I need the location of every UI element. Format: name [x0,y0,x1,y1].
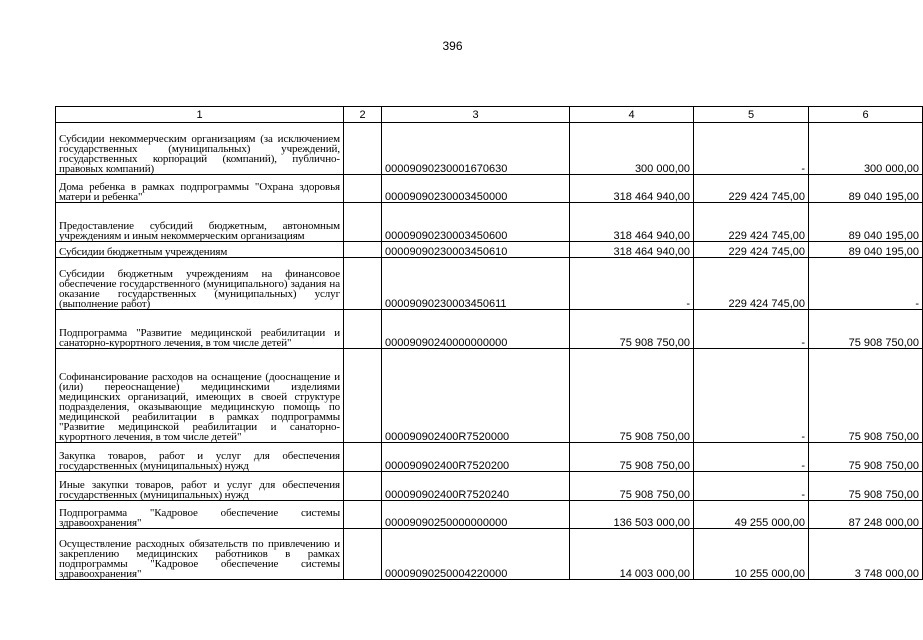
row-name: Подпрограмма "Кадровое обеспечение системы здравоохранения" [56,501,344,529]
row-name: Иные закупки товаров, работ и услуг для обеспечения государственных (муниципальных) нужд [56,472,344,501]
row-code: 00009090230003450600 [382,203,570,242]
row-col2 [344,258,382,310]
row-value-6: 89 040 195,00 [809,203,923,242]
row-code: 00009090230001670630 [382,123,570,175]
col-header-3: 3 [382,107,570,123]
row-code: 00009090250004220000 [382,529,570,580]
row-value-5: - [694,443,809,472]
row-col2 [344,242,382,258]
row-code: 00009090230003450611 [382,258,570,310]
row-value-5: 229 424 745,00 [694,258,809,310]
row-value-4: 318 464 940,00 [570,203,694,242]
row-value-5: - [694,472,809,501]
row-name: Субсидии некоммерческим организациям (за исключением государственных (муниципальных) учреждений, государственных корпораций (компаний), публично-правовых компаний) [56,123,344,175]
row-value-6: 300 000,00 [809,123,923,175]
row-col2 [344,472,382,501]
row-col2 [344,349,382,443]
row-code: 000090902400R7520000 [382,349,570,443]
row-name: Закупка товаров, работ и услуг для обеспечения государственных (муниципальных) нужд [56,443,344,472]
col-header-5: 5 [694,107,809,123]
row-name: Софинансирование расходов на оснащение (дооснащение и (или) переоснащение) медицинскими изделиями медицинских организаций, имеющих в своей структуре подразделения, оказывающие медицинскую помощь по медицинской реабилитации в рамках подпрограммы "Развитие медицинской реабилитации и санаторно-курортного лечения, в том числе детей" [56,349,344,443]
row-value-6: 89 040 195,00 [809,175,923,203]
row-value-6: - [809,258,923,310]
row-col2 [344,529,382,580]
table-row [56,258,923,310]
row-name: Субсидии бюджетным учреждениям [56,242,344,258]
row-value-5: - [694,349,809,443]
row-value-4: - [570,258,694,310]
col-header-6: 6 [809,107,923,123]
table-row [56,242,923,258]
table-row [56,310,923,349]
col-header-4: 4 [570,107,694,123]
page-number: 396 [442,39,463,53]
row-value-5: 229 424 745,00 [694,203,809,242]
table-row [56,175,923,203]
row-code: 000090902400R7520240 [382,472,570,501]
row-value-5: 229 424 745,00 [694,175,809,203]
row-code: 00009090230003450000 [382,175,570,203]
table-row [56,123,923,175]
col-header-2: 2 [344,107,382,123]
row-name: Субсидии бюджетным учреждениям на финансовое обеспечение государственного (муниципального) задания на оказание государственных (муниципальных) услуг (выполнение работ) [56,258,344,310]
row-value-5: 10 255 000,00 [694,529,809,580]
table-row [56,501,923,529]
row-value-6: 87 248 000,00 [809,501,923,529]
row-value-4: 136 503 000,00 [570,501,694,529]
table-row [56,349,923,443]
col-header-1: 1 [56,107,344,123]
row-value-6: 75 908 750,00 [809,349,923,443]
row-code: 000090902400R7520200 [382,443,570,472]
table-header-row [56,107,923,123]
row-value-4: 75 908 750,00 [570,472,694,501]
row-value-4: 318 464 940,00 [570,175,694,203]
row-col2 [344,175,382,203]
row-value-4: 75 908 750,00 [570,443,694,472]
row-value-6: 75 908 750,00 [809,443,923,472]
row-name: Дома ребенка в рамках подпрограммы "Охрана здоровья матери и ребенка" [56,175,344,203]
row-name: Осуществление расходных обязательств по привлечению и закреплению медицинских работников в рамках подпрограммы "Кадровое обеспечение системы здравоохранения" [56,529,344,580]
row-col2 [344,443,382,472]
row-col2 [344,501,382,529]
row-value-6: 89 040 195,00 [809,242,923,258]
row-name: Подпрограмма "Развитие медицинской реабилитации и санаторно-курортного лечения, в том числе детей" [56,310,344,349]
row-value-6: 75 908 750,00 [809,310,923,349]
row-col2 [344,203,382,242]
row-value-4: 300 000,00 [570,123,694,175]
row-value-4: 318 464 940,00 [570,242,694,258]
row-value-5: - [694,123,809,175]
row-col2 [344,310,382,349]
row-value-4: 75 908 750,00 [570,310,694,349]
table-row [56,443,923,472]
row-name: Предоставление субсидий бюджетным, автономным учреждениям и иным некоммерческим организациям [56,203,344,242]
row-value-5: - [694,310,809,349]
row-value-4: 75 908 750,00 [570,349,694,443]
row-value-4: 14 003 000,00 [570,529,694,580]
table-row [56,203,923,242]
table-row [56,529,923,580]
table-row [56,472,923,501]
row-col2 [344,123,382,175]
row-value-5: 49 255 000,00 [694,501,809,529]
budget-table [55,106,923,580]
row-code: 00009090250000000000 [382,501,570,529]
row-value-5: 229 424 745,00 [694,242,809,258]
row-code: 00009090240000000000 [382,310,570,349]
row-value-6: 75 908 750,00 [809,472,923,501]
row-code: 00009090230003450610 [382,242,570,258]
row-value-6: 3 748 000,00 [809,529,923,580]
